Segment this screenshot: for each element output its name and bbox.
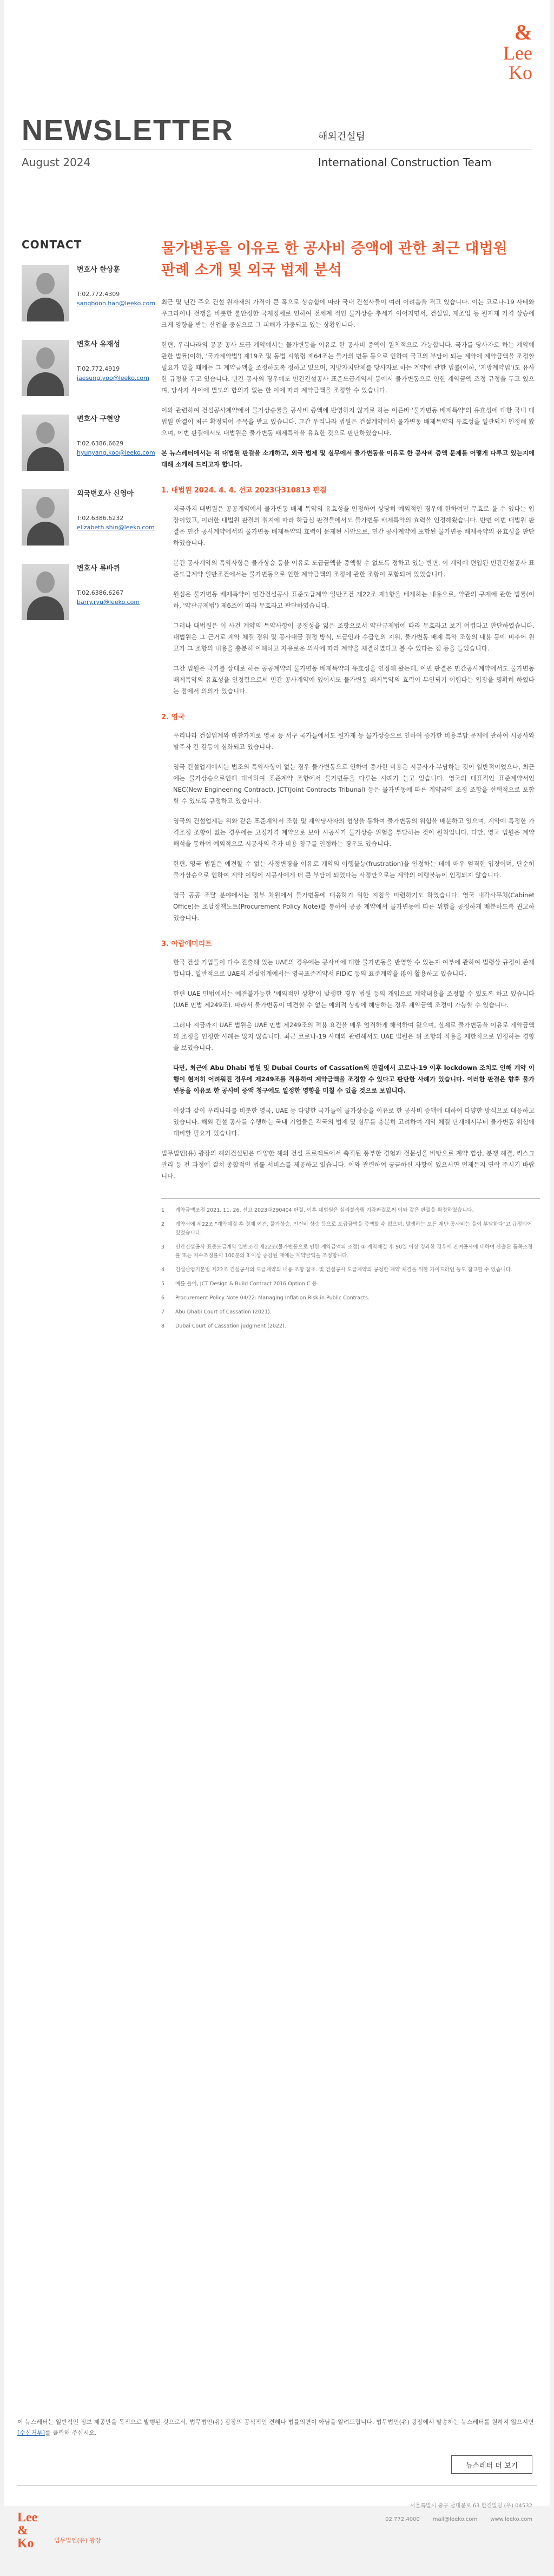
section-1-paragraph: 지금까지 대법원은 공공계약에서 물가변동 배제 특약의 유효성을 인정하여 상당히 예외적인 경우에 한하여만 무효로 볼 수 있다는 입장이었고, 이러한 대법원 판결의 취지에 따라 하급심 판결들에서도 물가변동 배제특약의 효력을 인정해왔습니다. 반면 이번 대법원 판결은 민간 공사계약에서의 물가변동 배제특약의 효력이 문제된 사안으로, 민간 공사계약에 포함된 물가변동 배제특약의 유효성을 판단하였습니다. [173,505,535,547]
footnote [161,1308,535,1317]
section-2-paragraph: 영국 공공 조달 분야에서는 정부 차원에서 물가변동에 대응하기 위한 지침을 마련하기도 하였습니다. 영국 내각사무처(Cabinet Office)는 조달정책노트(Procurement Policy Note)를 통하여 공공 계약에서 물가변동에 따른 위험을 공정하게 배분하도록 권고하였습니다. [173,891,535,922]
section-3-paragraph: 다만, 최근에 Abu Dhabi 법원 및 Dubai Courts of Cassation의 판결에서 코로나-19 이후 lockdown 조치로 인해 계약 이행이 현저히 어려워진 경우에 제249조를 적용하여 계약금액을 조정할 수 있다고 판단한 사례가 있습니다. 이러한 판결은 향후 물가변동을 이유로 한 공사비 증액 청구에도 일정한 영향을 미칠 수 있을 것으로 보입니다. [173,1064,535,1094]
newsletter-date: August 2024 [22,156,91,169]
contact-tel: T:02.6386.6267 [77,589,124,596]
footnote [161,1322,535,1331]
contact-email-link[interactable]: jaesung.yoo@leeko.com [77,374,149,382]
contact-email-link[interactable]: sanghoon.han@leeko.com [77,300,156,307]
avatar [22,489,69,546]
footnote [161,1266,535,1274]
team-name-en: International Construction Team [318,156,492,169]
lee-ko-logo [484,22,532,82]
intro-paragraph: 최근 몇 년간 주요 건설 원자재의 가격이 큰 폭으로 상승함에 따라 국내 건설사들이 여러 어려움을 겪고 있습니다. 이는 코로나-19 사태와 우크라이나 전쟁을 비롯한 불안정한 국제정세로 인하여 전세계 적인 물가상승 추세가 이어지면서, 건설업, 제조업 등 원자재 가격 상승에 크게 영향을 받는 산업을 중심으로 그 피해가 가중되고 있는 상황입니다. [161,298,535,328]
contact-card [22,265,156,321]
footnote-text: 건설산업기본법 제22조 건설공사의 도급계약의 내용 조항 참조. 및 건설공사 도급계약의 공정한 계약 체결을 위한 가이드라인 등도 참고할 수 있습니다. [175,1267,513,1273]
footnote-number: 2 [161,1221,165,1227]
team-name-ko: 해외건설팀 [318,131,365,142]
footer-web[interactable]: www.leeko.com [490,2516,532,2522]
contact-tel: T:02.6386.6232 [77,515,124,522]
more-newsletters-button[interactable]: 뉴스레터 더 보기 [451,2455,532,2474]
newsletter-sheet [4,0,550,2506]
footnotes [161,1206,535,1331]
footnote [161,1280,535,1289]
header [4,0,550,195]
section-1-paragraph: 원심은 물가변동 배제특약이 민간건설공사 표준도급계약 일반조건 제22조 제1항을 배제하는 내용으로, 약관의 규제에 관한 법률(이하, '약관규제법') 제6조에 따라 무효라고 판단하였습니다. [173,590,535,609]
contact-heading: CONTACT [22,238,82,251]
contact-card [22,340,149,396]
section-2-paragraph: 한편, 영국 법원은 예견할 수 없는 사정변경을 이유로 계약의 이행불능(frustration)을 인정하는 데에 매우 엄격한 입장이며, 단순히 물가상승으로 인하여 계약 이행이 시공사에게 더 큰 부담이 되었다는 사정만으로는 계약의 이행불능이 인정되지 않습니다. [173,860,535,879]
footnote [161,1294,535,1303]
title-line-1: 물가변동을 이유로 한 공사비 증액에 관한 최근 대법원 [161,240,507,257]
contact-name: 변호사 구현양 [77,415,120,423]
section-1-paragraph: 그러나 대법원은 이 사건 계약의 특약사항이 공정성을 잃은 조항으로서 약관규제법에 따라 무효라고 보기 어렵다고 판단하였습니다. 대법원은 그 근거로 계약 체결 경위 및 공사대금 결정 방식, 도급인과 수급인의 지위, 물가변동 배제 특약 조항의 내용 등에 비추어 원고가 그 조항의 내용을 충분히 이해하고 자유로운 의사에 따라 계약을 체결하였다고 볼 수 있다는 점 등을 들었습니다. [173,622,535,652]
footer-divider [17,2485,537,2486]
logo-lee: Lee [503,42,532,64]
avatar [22,564,69,620]
disclaimer: 이 뉴스레터는 일반적인 정보 제공만을 목적으로 발행된 것으로서, 법무법인(유) 광장의 공식적인 견해나 법률의견이 아님을 알려드립니다. 법무법인(유) 광장에서 발송하는 뉴스레터를 원하지 않으시면 [수신거부]를 클릭해 주십시오. [17,2419,534,2436]
footnote [161,1243,535,1260]
section-1-paragraph: 본건 공사계약의 특약사항은 물가상승 등을 이유로 도급금액을 증액할 수 없도록 정하고 있는 반면, 이 계약에 편입된 민간건설공사 표준도급계약 일반조건에서는 물가변동으로 인한 계약금액의 조정에 관한 조항이 포함되어 있었습니다. [173,559,535,578]
footer-address: 서울특별시 중구 남대문로 63 한진빌딩 (우) 04532 [410,2503,532,2509]
section-3-paragraph: 이상과 같이 우리나라를 비롯한 영국, UAE 등 다양한 국가들이 물가상승을 이유로 한 공사비 증액에 대하여 다양한 방식으로 대응하고 있습니다. 해외 건설 공사를 수행하는 국내 기업들은 각국의 법제 및 실무를 충분히 고려하여 계약 체결 단계에서부터 물가변동 위험에 대비할 필요가 있습니다. [173,1107,535,1137]
section-heading-2: 2. 영국 [161,713,185,721]
section-1-paragraph: 그간 법원은 국가를 상대로 하는 공공계약의 물가변동 배제특약의 유효성을 인정해 왔는데, 이번 판결은 민간공사계약에서도 물가변동 배제특약의 유효성을 인정함으로써 민간 공사계약에 있어서도 물가변동 배제특약의 효력이 부인되기 어렵다는 입장을 명확히 하였다는 점에서 의의가 있습니다. [173,665,535,695]
footnote-text: 계약금액조정 2021. 11. 26. 선고 2023다290404 판결, 이후 대법원은 심리불속행 기각판결로써 이와 같은 판결을 확정하였습니다. [175,1207,474,1213]
footer-firm-name: 법무법인(유) 광장 [54,2537,101,2544]
contact-name: 변호사 한상훈 [77,266,120,274]
contact-name: 외국변호사 신영아 [77,490,134,498]
contact-tel: T:02.772.4919 [77,365,120,372]
unsubscribe-link[interactable]: [수신거부] [17,2429,45,2436]
avatar [22,340,69,396]
footnote [161,1220,535,1238]
title-line-2: 판례 소개 및 외국 법제 분석 [161,262,342,279]
footnote-number: 7 [161,1309,165,1315]
contact-email-link[interactable]: elizabeth.shin@leeko.com [77,524,155,531]
contact-tel: T:02.772.4309 [77,291,120,298]
footnote-text: Procurement Policy Note 04/22: Managing Inflation Risk in Public Contracts. [175,1295,370,1301]
contact-name: 변호사 류바퀴 [77,564,120,573]
footnote-number: 1 [161,1207,165,1213]
footer-contacts [385,2516,532,2522]
newsletter-title: NEWSLETTER [22,114,234,147]
avatar [22,415,69,471]
section-heading-3: 3. 아랍에미리트 [161,940,212,948]
section-3-paragraph: 한편 UAE 민법에서는 예견불가능한 '예외적인 상황'이 발생한 경우 법원 등의 개입으로 계약내용을 조정할 수 있도록 하고 있습니다(UAE 민법 제249조). 따라서 물가변동이 예견할 수 없는 예외적 상황에 해당하는 경우 계약금액 조정이 가능할 수 있습니다. [173,990,535,1009]
contact-name: 변호사 유재성 [77,340,120,349]
contact-card [22,415,155,471]
logo-ampersand: & [514,20,532,44]
section-2-paragraph: 영국 건설업계에서는 법조의 특약사항이 없는 경우 물가변동으로 인하여 증가한 비용은 시공사가 부담하는 것이 일반적이었으나, 최근에는 물가상승으로인해 대비하여 표준계약 조항에서 물가변동을 다루는 사례가 늘고 있습니다. 영국의 대표적인 표준계약서인 NEC(New Engineering Contract), JCT(Joint Contracts Tribunal) 등은 물가변동에 따른 계약금액 조정 조항을 선택적으로 포함할 수 있도록 규정하고 있습니다. [173,763,535,805]
footnote-divider [161,1198,540,1199]
closing-paragraph: 법무법인(유) 광장의 해외건설팀은 다양한 해외 건설 프로젝트에서 축적된 풍부한 경험과 전문성을 바탕으로 계약 협상, 분쟁 해결, 리스크 관리 등 전 과정에 걸쳐 종합적인 법률 서비스를 제공하고 있습니다. 이와 관련하여 궁금하신 사항이 있으시면 언제든지 연락 주시기 바랍니다. [161,1149,535,1180]
intro-paragraph: 이와 관련하여 건설공사계약에서 물가상승률을 공사비 증액에 반영하지 않기로 하는 이른바 '물가변동 배제특약'의 유효성에 대한 국내 대법원 판결이 최근 확정되어 주목을 받고 있습니다. 그간 우리나라 법원은 건설계약에서 물가변동 배제특약의 유효성을 일관되게 인정해 왔으며, 이번 판결에서도 대법원은 물가변동 배제특약을 유효한 것으로 판단하였습니다. [161,406,535,437]
contact-sidebar [22,238,156,639]
footer-tel: 02.772.4000 [385,2516,420,2522]
footnote-number: 4 [161,1267,165,1273]
logo-ko: Ko [509,62,532,83]
footnote-text: Dubai Court of Cassation judgment (2022). [175,1323,286,1329]
section-2-paragraph: 우리나라 건설업계와 마찬가지로 영국 등 서구 국가들에서도 원자재 등 물가상승으로 인하여 증가한 비용부담 문제에 관하여 시공사와 발주자 간 갈등이 심화되고 있습니다. [173,732,535,751]
article [161,238,535,1336]
article-title [161,238,535,281]
footnote-number: 3 [161,1244,165,1250]
intro-summary: 본 뉴스레터에서는 위 대법원 판결을 소개하고, 외국 법제 및 실무에서 물가변동을 이유로 한 공사비 증액 문제를 어떻게 다루고 있는지에 대해 소개해 드리고자 합니다. [161,449,535,468]
footnote-text: 민간건설공사 표준도급계약 일반조건 제22조(물가변동으로 인한 계약금액의 조정) ① 계약체결 후 90일 이상 경과한 경우에 잔여공사에 대하여 산출된 품목조정률 또는 지수조정률이 100분의 3 이상 증감된 때에는 계약금액을 조정합니다. [175,1244,533,1259]
section-3-paragraph: 그러나 지금까지 UAE 법원은 UAE 민법 제249조의 적용 요건을 매우 엄격하게 해석하여 왔으며, 실제로 물가변동을 이유로 계약금액의 조정을 인정한 사례는 많지 않습니다. 최근 코로나-19 사태와 관련해서도 UAE 법원은 위 조항의 적용을 제한적으로 인정하는 경향을 보였습니다. [173,1021,535,1052]
section-2-paragraph: 영국의 건설업계는 위와 같은 표준계약서 조항 및 계약당사자의 협상을 통하여 물가변동의 위험을 배분하고 있으며, 계약에 특정한 가격조정 조항이 없는 경우에는 고정가격 계약으로 보아 시공사가 물가상승 위험을 부담하는 것이 원칙입니다. 다만, 영국 법원은 계약 해석을 통하여 예외적으로 시공사의 추가 비용 청구를 인정하는 경우도 있습니다. [173,817,535,847]
footnote-text: 계약서에 제22조 "계약체결 후 경제 여건, 물가상승, 인건비 상승 등으로 도급금액을 증액할 수 없으며, 발생하는 모든 제반 공사비는 을이 부담한다"고 규정되어 있었습니다. [175,1221,532,1236]
intro-paragraph: 한편, 우리나라의 공공 공사 도급 계약에서는 물가변동을 이유로 한 공사비 증액이 원칙적으로 가능합니다. 국가를 당사자로 하는 계약에 관한 법률(이하, '국가계약법') 제19조 및 동법 시행령 제64조는 물가의 변동 등으로 인하여 국고의 부담이 되는 계약에 계약금액을 조정할 필요가 있을 때에는 그 계약금액을 조정하도록 정하고 있으며, 지방자치단체를 당사자로 하는 계약에 관한 법률(이하, '지방계약법')도 유사한 규정을 두고 있습니다. 민간 공사의 경우에도 민간건설공사 표준도급계약서 등에서 물가변동으로 인한 계약금액 조정 규정을 두고 있으며, 당사자 사이에 별도의 합의가 없는 한 이에 따라 계약금액을 조정할 수 있습니다. [161,341,535,394]
footnote-number: 8 [161,1323,165,1329]
contact-email-link[interactable]: barry.ryu@leeko.com [77,599,140,606]
footnote-text: 예를 들어, JCT Design & Build Contract 2016 Option C 등. [175,1281,319,1287]
avatar [22,265,69,321]
footnote-number: 6 [161,1295,165,1301]
footer-logo: Lee & Ko [17,2511,38,2551]
section-heading-1: 1. 대법원 2024. 4. 4. 선고 2023다310813 판결 [161,487,327,495]
contact-email-link[interactable]: hyunyang.koo@leeko.com [77,449,155,456]
section-3-paragraph: 한국 건설 기업들이 다수 진출해 있는 UAE의 경우에는 공사비에 대한 물가변동을 반영할 수 있는지 여부에 관하여 법령상 규정이 존재합니다. 일반적으로 UAE의 건설업계에서는 영국표준계약서 FIDIC 등의 표준계약을 많이 활용하고 있습니다. [173,958,535,977]
contact-tel: T:02.6386.6629 [77,440,124,447]
footer-mail[interactable]: mail@leeko.com [432,2516,478,2522]
contact-card [22,489,155,546]
footnote-number: 5 [161,1281,165,1287]
contact-card [22,564,141,620]
footnote [161,1206,535,1215]
footnote-text: Abu Dhabi Court of Cassation (2021). [175,1309,272,1315]
